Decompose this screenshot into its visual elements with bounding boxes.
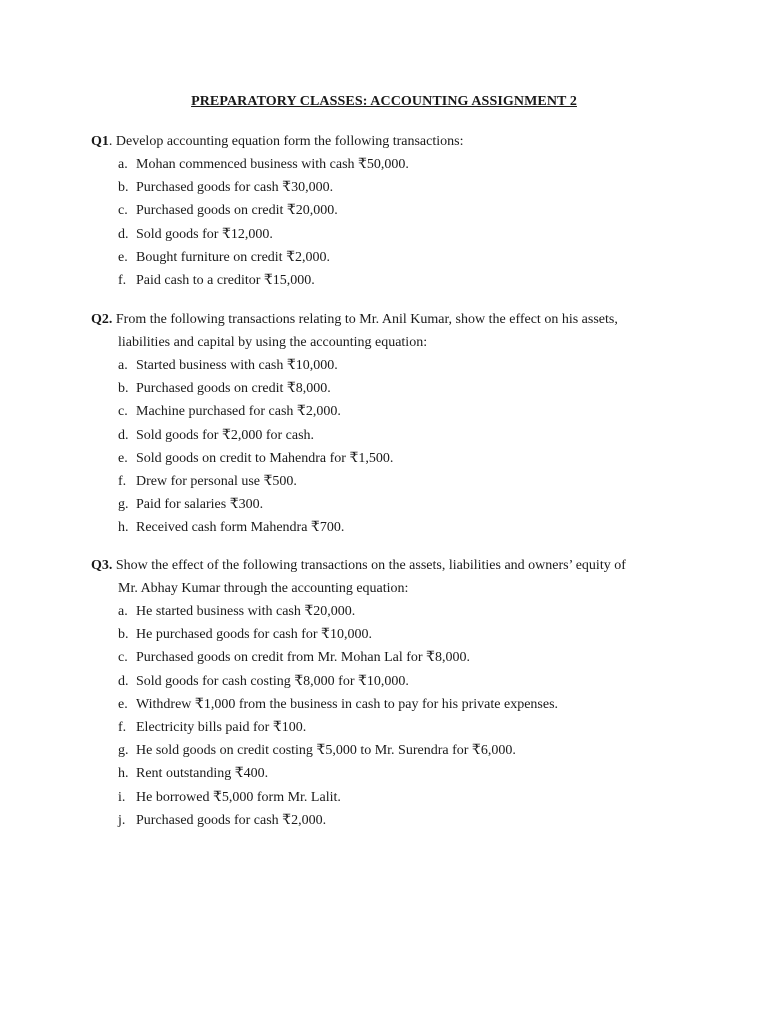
list-item — [91, 600, 681, 623]
question-text: From the following transactions relating to Mr. Anil Kumar, show the effect on his assets, — [115, 312, 618, 327]
item-text: Sold goods for cash costing ₹8,000 for ₹10,000. — [136, 673, 409, 689]
item-letter: g. — [118, 497, 129, 513]
question-text-continued: liabilities and capital by using the accounting equation: — [118, 335, 428, 350]
list-item — [91, 176, 681, 199]
item-letter: d. — [118, 427, 129, 443]
list-item — [91, 354, 681, 377]
list-item — [91, 153, 681, 176]
item-letter: e. — [118, 450, 128, 466]
list-item — [91, 424, 681, 447]
list-item — [91, 809, 681, 832]
item-text: He started business with cash ₹20,000. — [136, 604, 356, 619]
item-text: Received cash form Mahendra ₹700. — [136, 520, 345, 536]
list-item — [91, 693, 681, 716]
item-text: Mohan commenced business with cash ₹50,000. — [136, 157, 409, 172]
item-letter: h. — [118, 766, 129, 782]
item-letter: b. — [118, 180, 129, 196]
item-text: Paid for salaries ₹300. — [136, 497, 264, 513]
item-text: He purchased goods for cash for ₹10,000. — [136, 627, 372, 643]
transaction-list — [91, 600, 681, 832]
item-letter: f. — [118, 474, 127, 490]
item-letter: c. — [118, 404, 128, 420]
item-text: Started business with cash ₹10,000. — [136, 358, 338, 373]
item-text: Electricity bills paid for ₹100. — [136, 720, 307, 736]
item-text: Machine purchased for cash ₹2,000. — [136, 404, 341, 420]
item-letter: c. — [118, 650, 128, 666]
question-heading — [91, 308, 681, 331]
question-number: Q1. — [91, 134, 113, 149]
item-text: Drew for personal use ₹500. — [136, 474, 297, 490]
list-item — [91, 246, 681, 269]
list-item — [91, 199, 681, 222]
item-letter: d. — [118, 673, 129, 689]
list-item — [91, 786, 681, 809]
item-letter: i. — [118, 789, 126, 805]
list-item — [91, 470, 681, 493]
question-1 — [91, 130, 681, 292]
item-text: Sold goods for ₹12,000. — [136, 226, 273, 242]
item-letter: f. — [118, 273, 127, 289]
transaction-list — [91, 153, 681, 292]
question-number: Q3. — [91, 558, 113, 573]
list-item — [91, 223, 681, 246]
list-item — [91, 400, 681, 423]
item-text: Rent outstanding ₹400. — [136, 766, 269, 782]
item-text: Purchased goods on credit from Mr. Mohan Lal for ₹8,000. — [136, 650, 470, 666]
list-item — [91, 716, 681, 739]
list-item — [91, 623, 681, 646]
list-item — [91, 447, 681, 470]
item-text: Paid cash to a creditor ₹15,000. — [136, 273, 315, 289]
transaction-list — [91, 354, 681, 540]
list-item — [91, 762, 681, 785]
list-item — [91, 646, 681, 669]
list-item — [91, 739, 681, 762]
list-item — [91, 269, 681, 292]
list-item — [91, 377, 681, 400]
question-text: Develop accounting equation form the following transactions: — [115, 134, 464, 149]
item-text: Purchased goods for cash ₹2,000. — [136, 812, 327, 828]
item-letter: e. — [118, 696, 128, 712]
question-heading — [91, 554, 681, 577]
item-letter: d. — [118, 226, 129, 242]
question-2 — [91, 308, 681, 540]
question-text: Show the effect of the following transactions on the assets, liabilities and owners’ equity of — [115, 558, 626, 573]
item-text: Purchased goods on credit ₹20,000. — [136, 203, 338, 219]
item-letter: b. — [118, 627, 129, 643]
item-letter: a. — [118, 157, 128, 172]
item-text: He borrowed ₹5,000 form Mr. Lalit. — [136, 789, 341, 805]
item-text: Sold goods on credit to Mahendra for ₹1,500. — [136, 450, 394, 466]
item-letter: f. — [118, 720, 127, 736]
item-letter: e. — [118, 249, 128, 265]
item-letter: j. — [118, 812, 126, 828]
item-text: Bought furniture on credit ₹2,000. — [136, 249, 330, 265]
item-text: Purchased goods for cash ₹30,000. — [136, 180, 334, 196]
list-item — [91, 516, 681, 539]
item-text: Sold goods for ₹2,000 for cash. — [136, 427, 315, 443]
item-text: Withdrew ₹1,000 from the business in cash to pay for his private expenses. — [136, 696, 559, 712]
item-letter: h. — [118, 520, 129, 536]
question-3 — [91, 554, 681, 832]
question-number: Q2. — [91, 312, 113, 327]
item-letter: a. — [118, 358, 128, 373]
item-letter: b. — [118, 381, 129, 397]
item-text: Purchased goods on credit ₹8,000. — [136, 381, 331, 397]
question-text-continued: Mr. Abhay Kumar through the accounting equation: — [118, 581, 409, 596]
list-item — [91, 493, 681, 516]
item-text: He sold goods on credit costing ₹5,000 to Mr. Surendra for ₹6,000. — [136, 743, 516, 759]
item-letter: a. — [118, 604, 128, 619]
page-title: PREPARATORY CLASSES: ACCOUNTING ASSIGNMENT 2 — [191, 94, 577, 109]
list-item — [91, 670, 681, 693]
question-heading — [91, 130, 681, 153]
item-letter: c. — [118, 203, 128, 219]
item-letter: g. — [118, 743, 129, 759]
